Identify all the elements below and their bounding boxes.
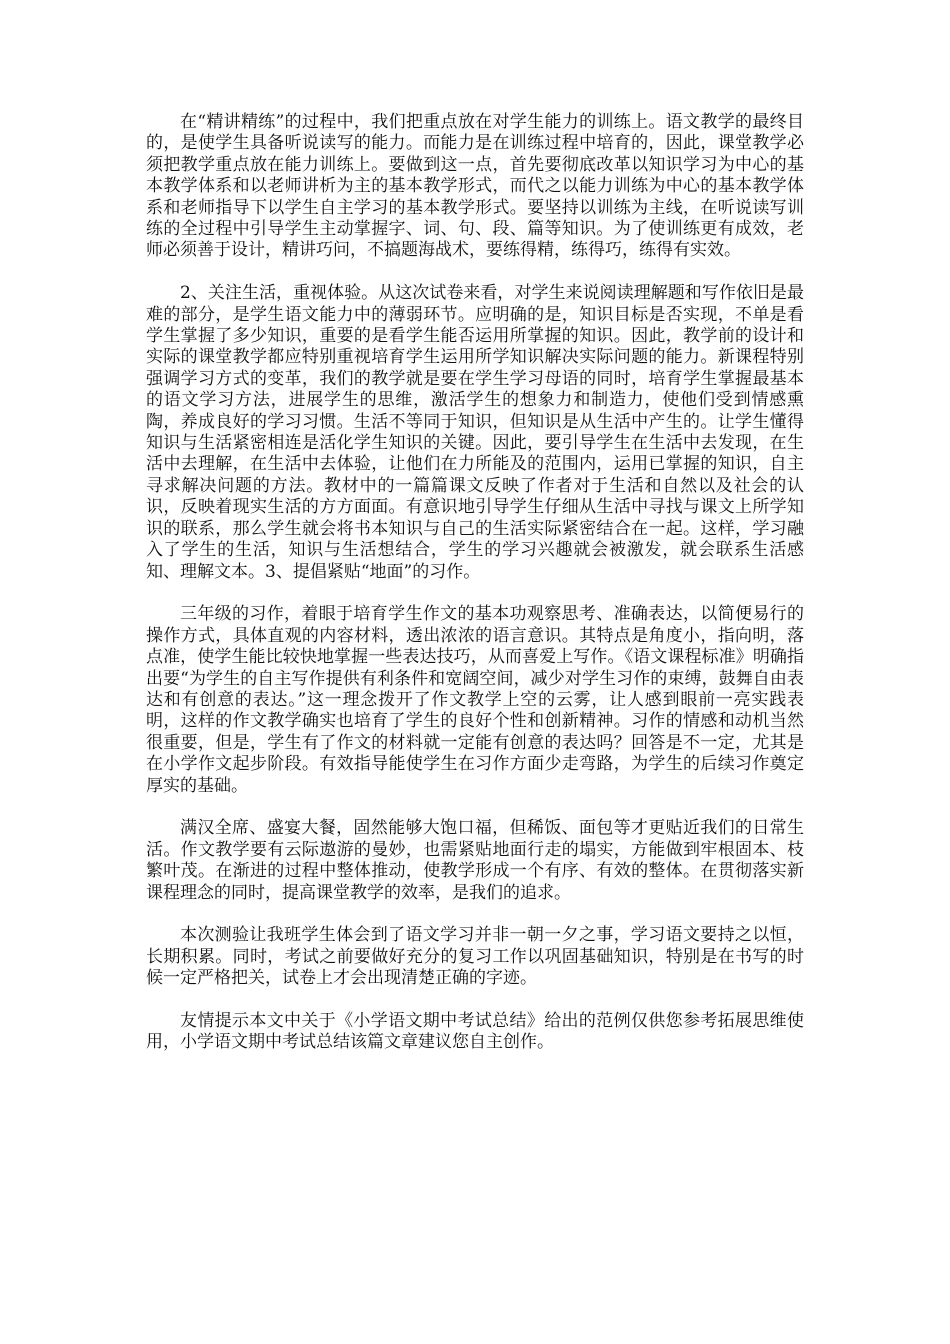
paragraph-5: 本次测验让我班学生体会到了语文学习并非一朝一夕之事，学习语文要持之以恒，长期积累。同时，考试之前要做好充分的复习工作以巩固基础知识，特别是在书写的时候一定严格把关，试卷上才会出现清楚正确的字迹。 bbox=[146, 925, 804, 989]
paragraph-4: 满汉全席、盛宴大餐，固然能够大饱口福，但稀饭、面包等才更贴近我们的日常生活。作文教学要有云际遨游的曼妙，也需紧贴地面行走的塌实，方能做到牢根固本、枝繁叶茂。在渐进的过程中整体推动，使教学形成一个有序、有效的整体。在贯彻落实新课程理念的同时，提高课堂教学的效率，是我们的追求。 bbox=[146, 818, 804, 903]
paragraph-1: 在“精讲精练”的过程中，我们把重点放在对学生能力的训练上。语文教学的最终目的，是使学生具备听说读写的能力。而能力是在训练过程中培育的，因此，课堂教学必须把教学重点放在能力训练上。要做到这一点，首先要彻底改革以知识学习为中心的基本教学体系和以老师讲析为主的基本教学形式，而代之以能力训练为中心的基本教学体系和老师指导下以学生自主学习的基本教学形式。要坚持以训练为主线，在听说读写训练的全过程中引导学生主动掌握字、词、句、段、篇等知识。为了使训练更有成效，老师必须善于设计，精讲巧问，不搞题海战术，要练得精，练得巧，练得有实效。 bbox=[146, 112, 804, 261]
paragraph-6: 友情提示本文中关于《小学语文期中考试总结》给出的范例仅供您参考拓展思维使用，小学语文期中考试总结该篇文章建议您自主创作。 bbox=[146, 1010, 804, 1053]
paragraph-3: 三年级的习作，着眼于培育学生作文的基本功观察思考、准确表达，以简便易行的操作方式，具体直观的内容材料，透出浓浓的语言意识。其特点是角度小，指向明，落点准，使学生能比较快地掌握一些表达技巧，从而喜爱上写作。《语文课程标准》明确指出要“为学生的自主写作提供有利条件和宽阔空间，减少对学生习作的束缚，鼓舞自由表达和有创意的表达。”这一理念拨开了作文教学上空的云雾，让人感到眼前一亮实践表明，这样的作文教学确实也培育了学生的良好个性和创新精神。习作的情感和动机当然很重要，但是，学生有了作文的材料就一定能有创意的表达吗？回答是不一定，尤其是在小学作文起步阶段。有效指导能使学生在习作方面少走弯路，为学生的后续习作奠定厚实的基础。 bbox=[146, 604, 804, 796]
paragraph-2: 2、关注生活，重视体验。从这次试卷来看，对学生来说阅读理解题和写作依旧是最难的部分，是学生语文能力中的薄弱环节。应明确的是，知识目标是否实现，不单是看学生掌握了多少知识，重要的是看学生能否运用所掌握的知识。因此，教学前的设计和实际的课堂教学都应特别重视培育学生运用所学知识解决实际问题的能力。新课程特别强调学习方式的变革，我们的教学就是要在学生学习母语的同时，培育学生掌握最基本的语文学习方法，进展学生的思维，激活学生的想象力和制造力，使他们受到情感熏陶，养成良好的学习习惯。生活不等同于知识，但知识是从生活中产生的。让学生懂得知识与生活紧密相连是活化学生知识的关键。因此，要引导学生在生活中去发现，在生活中去理解，在生活中去体验，让他们在力所能及的范围内，运用已掌握的知识，自主寻求解决问题的方法。教材中的一篇篇课文反映了作者对于生活和自然以及社会的认识，反映着现实生活的方方面面。有意识地引导学生仔细从生活中寻找与课文上所学知识的联系，那么学生就会将书本知识与自己的生活实际紧密结合在一起。这样，学习融入了学生的生活，知识与生活想结合，学生的学习兴趣就会被激发，就会联系生活感知、理解文本。3、提倡紧贴“地面”的习作。 bbox=[146, 283, 804, 582]
document-page bbox=[146, 112, 804, 1075]
